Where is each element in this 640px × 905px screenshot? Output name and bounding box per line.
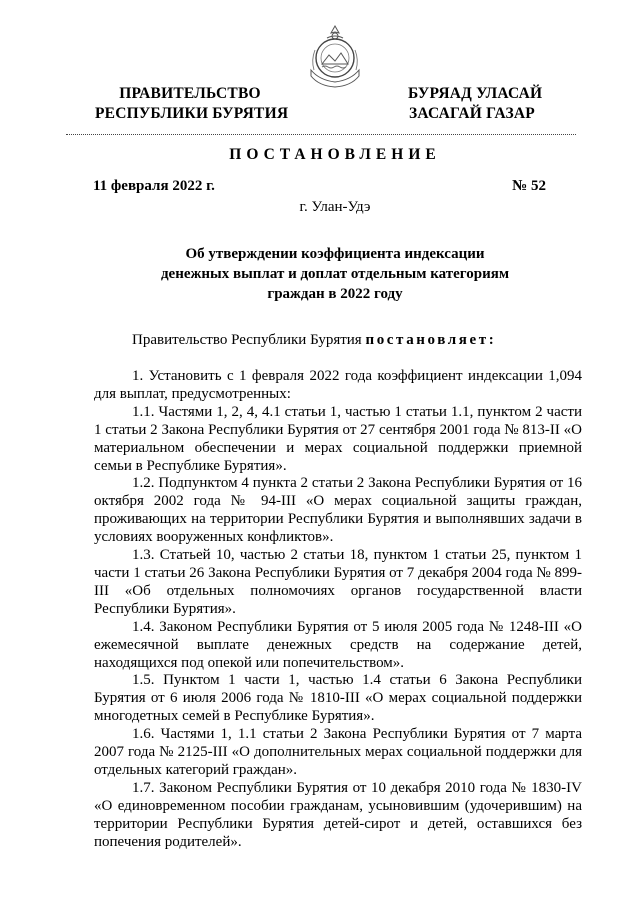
paragraph: 1.5. Пунктом 1 части 1, частью 1.4 статьи 6 Закона Республики Бурятия от 6 июля 2006 года № 1810-III «О мерах социальной поддержки многодетных семей в Республике Бурятия». (94, 672, 582, 725)
document-city: г. Улан-Удэ (299, 199, 371, 215)
subject-line: Об утверждении коэффициента индексации (185, 246, 485, 262)
issuer-name-bua (408, 84, 543, 124)
buryatia-coat-of-arms-icon (305, 24, 365, 88)
document-subject (120, 244, 550, 304)
issuer-name-bua-line1: БУРЯАД УЛАСАЙ (408, 85, 543, 102)
subject-line: граждан в 2022 году (267, 286, 403, 302)
issuer-name-ru-line1: ПРАВИТЕЛЬСТВО (119, 85, 261, 102)
document-type: ПОСТАНОВЛЕНИЕ (229, 146, 441, 163)
paragraph: 1.6. Частями 1, 1.1 статьи 2 Закона Республики Бурятия от 7 марта 2007 года № 2125-III «О дополнительных мерах социальной поддержки для отдельных категорий граждан». (94, 726, 582, 778)
paragraph: 1. Установить с 1 февраля 2022 года коэффициент индексации 1,094 для выплат, предусмотренных: (94, 368, 582, 402)
issuer-name-ru-line2: РЕСПУБЛИКИ БУРЯТИЯ (95, 105, 289, 122)
paragraph: 1.4. Законом Республики Бурятия от 5 июля 2005 года № 1248-III «О ежемесячной выплате денежных средств на содержание детей, находящихся под опекой или попечительством». (94, 618, 582, 671)
document-body (94, 368, 582, 851)
paragraph: 1.2. Подпунктом 4 пункта 2 статьи 2 Закона Республики Бурятия от 16 октября 2002 года № 94-III «О мерах социальной защиты граждан, проживающих на территории Республики Бурятия и выполнявших задачи в условиях вооруженных конфликтов». (94, 475, 582, 546)
preamble-text: Правительство Республики Бурятия (132, 332, 366, 348)
document-date: 11 февраля 2022 г. (93, 178, 215, 194)
document-number: № 52 (512, 178, 546, 194)
preamble-resolves: постановляет: (365, 332, 497, 348)
subject-line: денежных выплат и доплат отдельным категориям (160, 266, 510, 282)
paragraph: 1.7. Законом Республики Бурятия от 10 декабря 2010 года № 1830-IV «О единовременном пособии гражданам, усыновившим (удочерившим) на территории Республики Бурятия детей-сирот и детей, оставшихся без попечения родителей». (94, 779, 582, 850)
preamble (132, 332, 496, 349)
issuer-name-bua-line2: ЗАСАГАЙ ГАЗАР (409, 105, 535, 122)
issuer-name-ru (95, 84, 289, 124)
paragraph: 1.3. Статьей 10, частью 2 статьи 18, пунктом 1 статьи 25, пунктом 1 части 1 статьи 26 Закона Республики Бурятия от 7 декабря 2004 года № 899-III «Об отдельных полномочиях органов государственной власти Республики Бурятия». (94, 547, 582, 617)
paragraph: 1.1. Частями 1, 2, 4, 4.1 статьи 1, частью 1 статьи 1.1, пунктом 2 части 1 статьи 2 Закона Республики Бурятия от 27 сентября 2001 года № 813-II «О материальном обеспечении и мерах социальной поддержки приемной семьи в Республике Бурятия». (94, 403, 582, 474)
header-divider (66, 134, 576, 135)
